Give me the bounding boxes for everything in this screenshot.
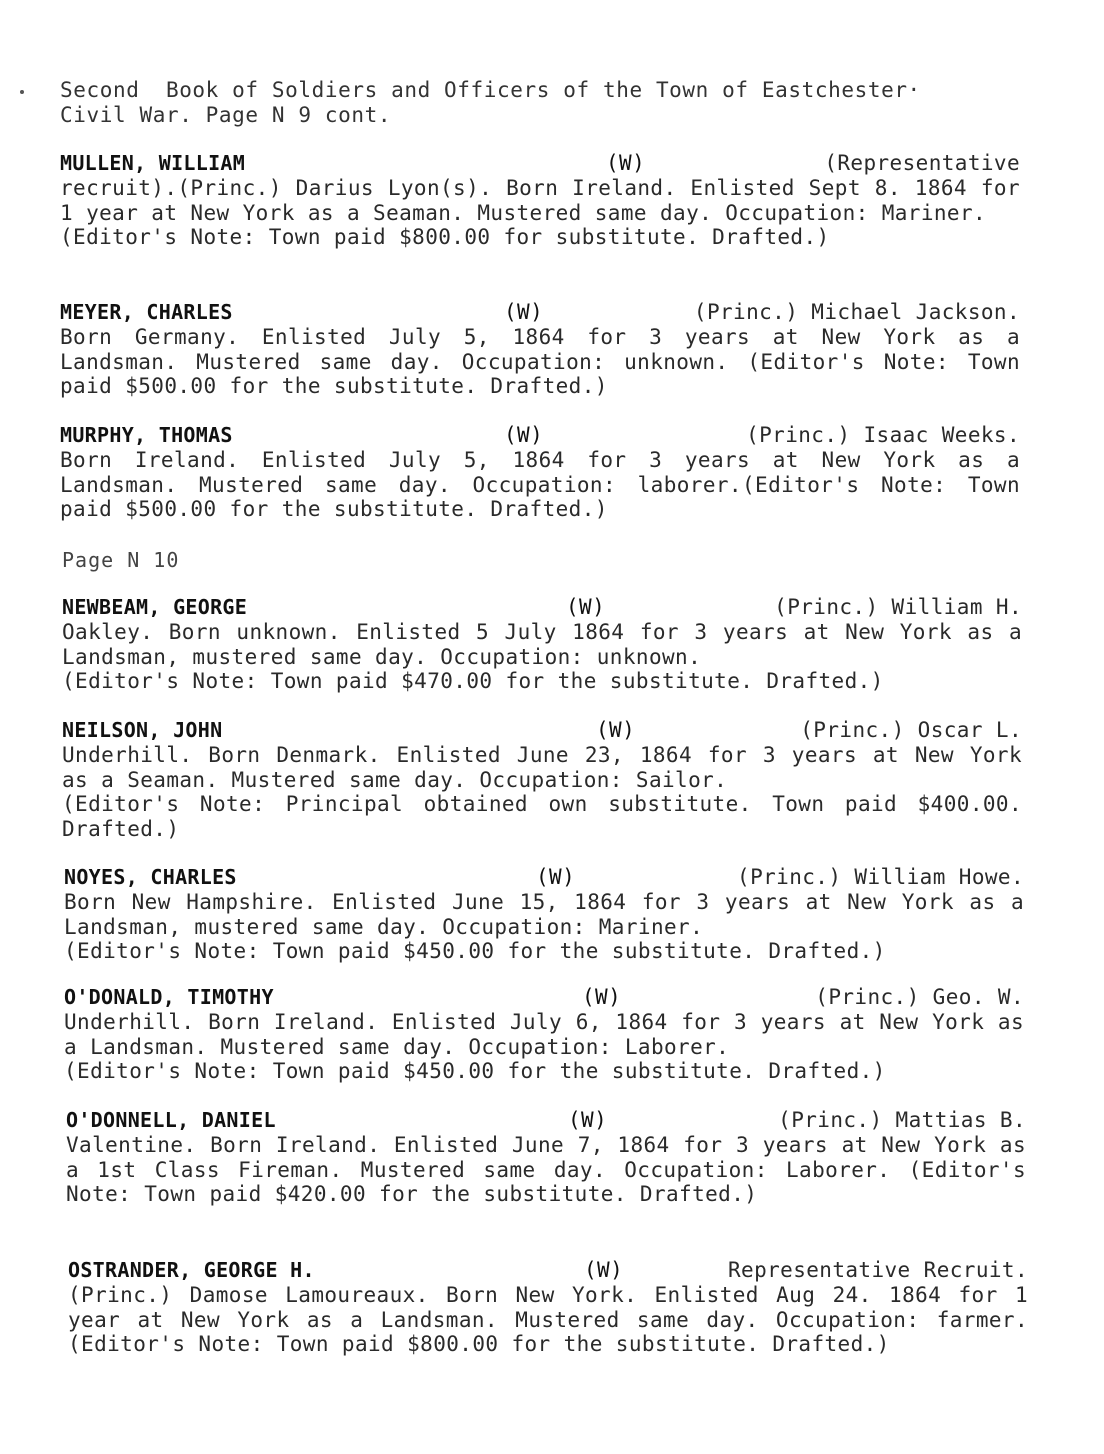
entry-heading-right: (Princ.) William Howe. <box>737 865 1024 889</box>
editor-note: (Editor's Note: Principal obtained own substitute. Town paid $400.00. Drafted.) <box>62 792 1022 841</box>
entry-body: Oakley. Born unknown. Enlisted 5 July 1864 for 3 years at New York as a Landsman, mustered same day. Occupation: unknown. <box>62 620 1022 669</box>
page-label: Page N 10 <box>62 548 180 572</box>
entry-heading <box>62 718 1022 743</box>
entry-body: Born Germany. Enlisted July 5, 1864 for 3 years at New York as a Landsman. Mustered same day. Occupation: unknown. (Editor's Note: Town paid $500.00 for the substitute. Drafted.) <box>60 325 1020 399</box>
status-flag: (W) <box>566 595 606 619</box>
entry-heading-right: (Princ.) William H. <box>774 595 1022 619</box>
entry-body: recruit).(Princ.) Darius Lyon(s). Born Ireland. Enlisted Sept 8. 1864 for 1 year at New York as a Seaman. Mustered same day. Occupation: Mariner. <box>60 176 1020 225</box>
soldier-entry <box>66 1108 1026 1207</box>
soldier-name: MULLEN, WILLIAM <box>60 151 246 175</box>
entry-heading-right: (Princ.) Geo. W. <box>815 985 1024 1009</box>
soldier-entry <box>60 151 1020 250</box>
entry-body: Valentine. Born Ireland. Enlisted June 7, 1864 for 3 years at New York as a 1st Class Fireman. Mustered same day. Occupation: Laborer. (Editor's Note: Town paid $420.00 for the substitute. Drafted.) <box>66 1133 1026 1207</box>
entry-body: (Princ.) Damose Lamoureaux. Born New York. Enlisted Aug 24. 1864 for 1 year at New York as a Landsman. Mustered same day. Occupation: farmer.(Editor's Note: Town paid $800.00 for the substitute. Drafted.) <box>68 1283 1028 1357</box>
soldier-entry <box>62 718 1022 841</box>
soldier-entry <box>60 300 1020 399</box>
scan-speck <box>20 90 24 94</box>
soldier-name: MEYER, CHARLES <box>60 300 233 324</box>
entry-heading <box>68 1258 1028 1283</box>
entry-body: Underhill. Born Denmark. Enlisted June 23, 1864 for 3 years at New York as a Seaman. Mustered same day. Occupation: Sailor. <box>62 743 1022 792</box>
entry-heading <box>64 985 1024 1010</box>
editor-note: (Editor's Note: Town paid $800.00 for substitute. Drafted.) <box>60 225 830 250</box>
status-flag: (W) <box>582 985 622 1009</box>
entry-heading <box>62 595 1022 620</box>
status-flag: (W) <box>596 718 636 742</box>
soldier-name: O'DONALD, TIMOTHY <box>64 985 274 1009</box>
status-flag: (W) <box>504 423 544 447</box>
soldier-name: MURPHY, THOMAS <box>60 423 233 447</box>
header-title-line: Second Book of Soldiers and Officers of the Town of Eastchester· <box>60 78 921 102</box>
soldier-name: NOYES, CHARLES <box>64 865 237 889</box>
entry-body: Underhill. Born Ireland. Enlisted July 6, 1864 for 3 years at New York as a Landsman. Mustered same day. Occupation: Laborer. <box>64 1010 1024 1059</box>
header-subtitle-line: Civil War. Page N 9 cont. <box>60 103 392 127</box>
document-header <box>60 78 1020 128</box>
soldier-entry <box>62 595 1022 694</box>
status-flag: (W) <box>568 1108 608 1132</box>
entry-heading-right: (Princ.) Oscar L. <box>800 718 1022 742</box>
entry-heading <box>60 151 1020 176</box>
soldier-entry <box>60 423 1020 522</box>
soldier-name: NEWBEAM, GEORGE <box>62 595 248 619</box>
entry-heading <box>64 865 1024 890</box>
soldier-name: NEILSON, JOHN <box>62 718 223 742</box>
entry-body: Born New Hampshire. Enlisted June 15, 1864 for 3 years at New York as a Landsman, mustered same day. Occupation: Mariner. <box>64 890 1024 939</box>
editor-note: (Editor's Note: Town paid $450.00 for the substitute. Drafted.) <box>64 939 886 964</box>
entry-heading-right: (Representative <box>824 151 1020 175</box>
entry-heading <box>66 1108 1026 1133</box>
status-flag: (W) <box>606 151 646 175</box>
soldier-name: O'DONNELL, DANIEL <box>66 1108 276 1132</box>
entry-heading <box>60 300 1020 325</box>
entry-heading <box>60 423 1020 448</box>
entry-heading-right: (Princ.) Isaac Weeks. <box>746 423 1020 447</box>
soldier-entry <box>64 985 1024 1084</box>
entry-heading-right: (Princ.) Mattias B. <box>778 1108 1026 1132</box>
status-flag: (W) <box>584 1258 624 1282</box>
status-flag: (W) <box>504 300 544 324</box>
entry-heading-right: Representative Recruit. <box>728 1258 1028 1282</box>
status-flag: (W) <box>536 865 576 889</box>
editor-note: (Editor's Note: Town paid $450.00 for the substitute. Drafted.) <box>64 1059 886 1084</box>
editor-note: (Editor's Note: Town paid $470.00 for the substitute. Drafted.) <box>62 669 884 694</box>
soldier-entry <box>68 1258 1028 1357</box>
entry-body: Born Ireland. Enlisted July 5, 1864 for 3 years at New York as a Landsman. Mustered same day. Occupation: laborer.(Editor's Note: Town paid $500.00 for the substitute. Drafted.) <box>60 448 1020 522</box>
entry-heading-right: (Princ.) Michael Jackson. <box>693 300 1020 324</box>
soldier-name: OSTRANDER, GEORGE H. <box>68 1258 315 1282</box>
soldier-entry <box>64 865 1024 964</box>
